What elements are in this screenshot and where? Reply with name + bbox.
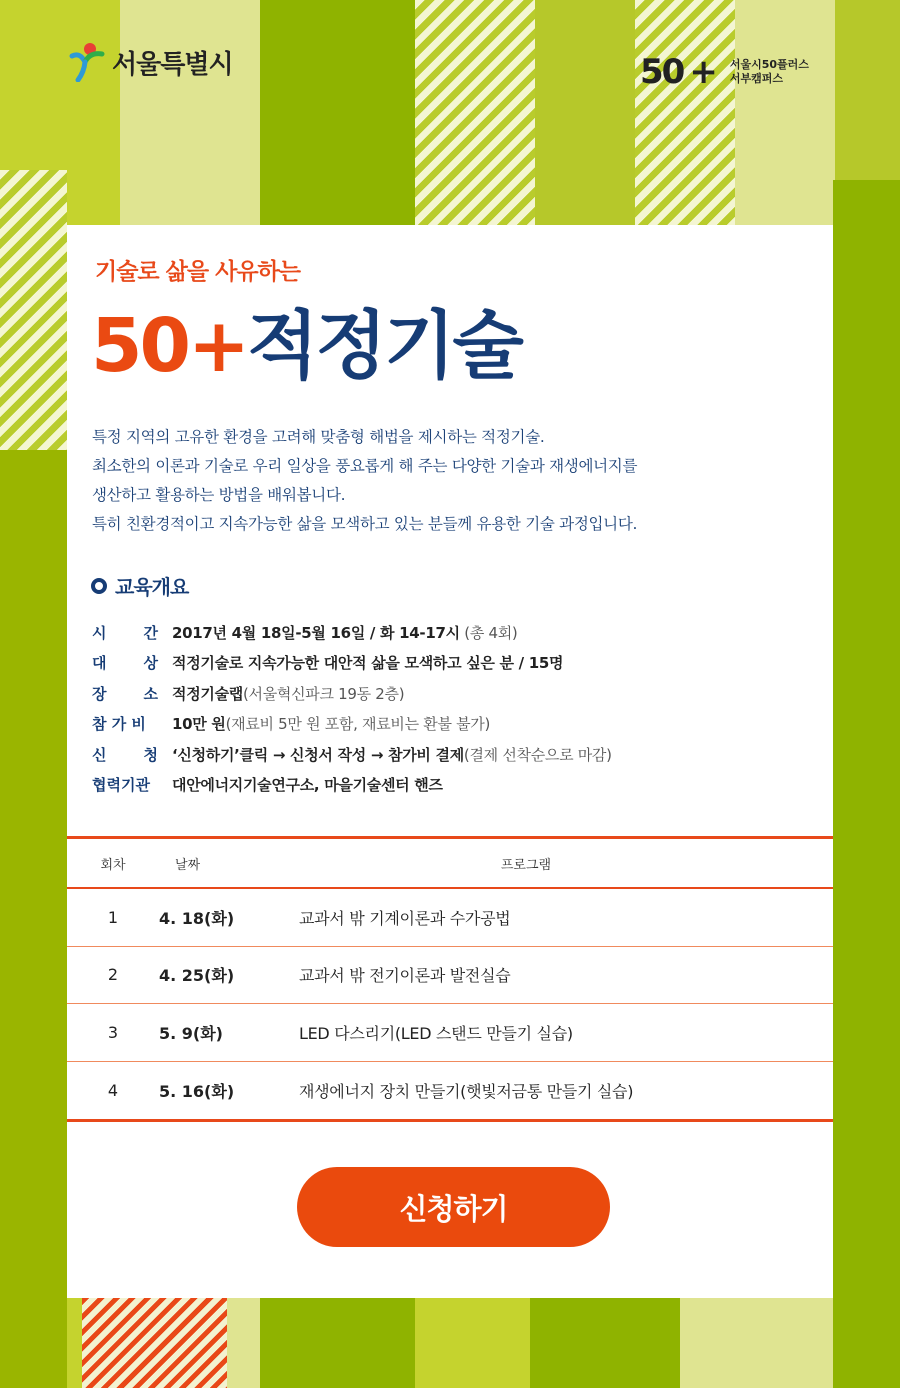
header-date: 날짜 [175, 857, 201, 873]
circle-bullet-icon [91, 578, 107, 594]
course-description [92, 423, 792, 539]
campus-line2: 서부캠퍼스 [729, 72, 783, 85]
description-line: 최소한의 이론과 기술로 우리 일상을 풍요롭게 해 주는 다양한 기술과 재생에너지를 [92, 457, 638, 475]
info-value: ‘신청하기’클릭 → 신청서 작성 → 참가비 결제 [172, 745, 464, 764]
overview-row-fee [92, 709, 612, 740]
description-line: 특히 친환경적이고 지속가능한 삶을 모색하고 있는 분들께 유용한 기술 과정입니다. [92, 515, 638, 533]
cell-program: 교과서 밖 전기이론과 발전실습 [299, 966, 511, 986]
cell-program: 교과서 밖 기계이론과 수가공법 [299, 908, 511, 928]
logo-plus: + [689, 52, 718, 92]
hero-subtitle: 기술로 삶을 사유하는 [95, 259, 300, 285]
50plus-mark [640, 52, 683, 92]
info-note: (서울혁신파크 19동 2층) [242, 684, 405, 703]
info-value: 대안에너지기술연구소, 마을기술센터 핸즈 [172, 776, 443, 795]
cell-date: 4. 18(화) [159, 908, 235, 928]
cell-session: 4 [107, 1080, 119, 1100]
overview-title: 교육개요 [115, 575, 189, 599]
info-label: 대 상 [92, 654, 158, 673]
info-note: (재료비 5만 원 포함, 재료비는 환불 불가) [225, 715, 491, 734]
table-row [67, 1062, 833, 1120]
cell-date: 5. 16(화) [159, 1081, 235, 1101]
campus-name [730, 58, 809, 86]
overview-row-apply [92, 739, 612, 770]
cell-program: 재생에너지 장치 만들기(햇빛저금통 만들기 실습) [299, 1081, 634, 1101]
header-program: 프로그램 [500, 857, 552, 873]
hero-title-korean: 적정기술 [246, 303, 521, 389]
overview-row-place [92, 678, 612, 709]
info-label: 신 청 [92, 745, 158, 764]
info-label: 협력기관 [92, 776, 150, 795]
seoul-emblem-icon [68, 42, 106, 82]
table-row [67, 947, 833, 1005]
apply-button[interactable]: 신청하기 [297, 1167, 610, 1247]
seoul-logo-text: 서울특별시 [112, 49, 233, 80]
overview-heading [91, 571, 188, 600]
schedule-header [67, 839, 833, 889]
50plus-campus-logo [640, 52, 809, 92]
table-row [67, 1004, 833, 1062]
cell-program: LED 다스리기(LED 스탠드 만들기 실습) [299, 1023, 573, 1043]
header-session: 회차 [100, 857, 126, 873]
info-value: 적정기술랩 [172, 684, 243, 703]
overview-row-partners [92, 770, 612, 801]
overview-row-target [92, 648, 612, 679]
description-line: 특정 지역의 고유한 환경을 고려해 맞춤형 해법을 제시하는 적정기술. [92, 428, 545, 446]
cell-session: 1 [107, 907, 119, 927]
info-value: 10만 원 [172, 715, 226, 734]
info-note: (결제 선착순으로 마감) [463, 745, 612, 764]
overview-list [92, 617, 612, 800]
cell-date: 5. 9(화) [159, 1023, 223, 1043]
hero-title-number: 50+ [91, 303, 247, 389]
info-label: 장 소 [92, 684, 158, 703]
seoul-city-logo [68, 42, 233, 82]
table-row [67, 889, 833, 947]
cell-session: 2 [107, 965, 119, 985]
content-card [67, 225, 833, 1298]
hero-title [91, 287, 521, 393]
info-value: 적정기술로 지속가능한 대안적 삶을 모색하고 싶은 분 / 15명 [172, 654, 564, 673]
logo-number: 50 [640, 52, 684, 92]
info-note: (총 4회) [459, 623, 518, 642]
info-value: 2017년 4월 18일-5월 16일 / 화 14-17시 [172, 623, 460, 642]
description-line: 생산하고 활용하는 방법을 배워봅니다. [92, 486, 346, 504]
campus-line1: 서울시50플러스 [729, 58, 809, 71]
cell-session: 3 [107, 1022, 119, 1042]
overview-row-time [92, 617, 612, 648]
info-label: 시 간 [92, 623, 158, 642]
info-label: 참 가 비 [92, 715, 146, 734]
schedule-table [67, 836, 833, 1122]
cell-date: 4. 25(화) [159, 966, 235, 986]
